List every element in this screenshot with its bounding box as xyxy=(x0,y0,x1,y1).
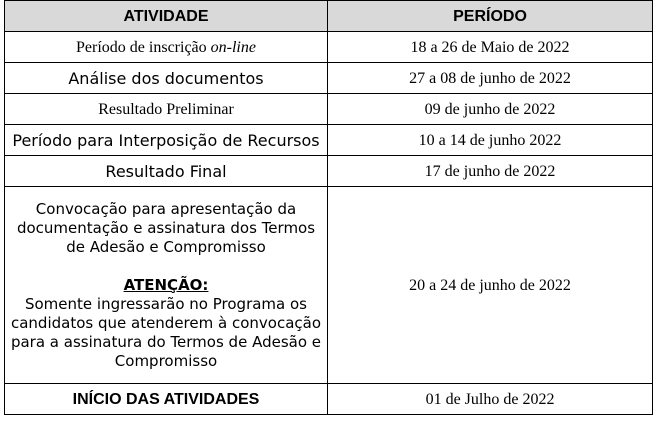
period-cell: 27 a 08 de junho de 2022 xyxy=(328,63,653,94)
table-row xyxy=(5,125,653,156)
period-cell: 09 de junho de 2022 xyxy=(328,94,653,125)
activity-cell xyxy=(5,187,328,384)
activity-cell: Resultado Preliminar xyxy=(5,94,328,125)
period-cell: 17 de junho de 2022 xyxy=(328,156,653,187)
period-cell: 01 de Julho de 2022 xyxy=(328,384,653,415)
activity-italic-text: on-line xyxy=(210,38,256,56)
table-row xyxy=(5,187,653,384)
period-cell: 20 a 24 de junho de 2022 xyxy=(328,187,653,384)
schedule-table xyxy=(4,0,653,415)
period-cell: 18 a 26 de Maio de 2022 xyxy=(328,32,653,63)
spacer xyxy=(7,257,325,276)
attention-text: Somente ingressarão no Programa os candidatos que atenderem à convocação para a assinatura do Termos de Adesão e Compromisso xyxy=(10,294,322,370)
table-row xyxy=(5,32,653,63)
table-row xyxy=(5,156,653,187)
activity-text: Período de inscrição xyxy=(76,38,211,56)
table-row xyxy=(5,384,653,415)
activity-cell: Análise dos documentos xyxy=(5,63,328,94)
activity-cell xyxy=(5,32,328,63)
header-activity: ATIVIDADE xyxy=(5,1,328,32)
activity-cell: Resultado Final xyxy=(5,156,328,187)
table-header-row xyxy=(5,1,653,32)
period-cell: 10 a 14 de junho 2022 xyxy=(328,125,653,156)
attention-label: ATENÇÃO: xyxy=(123,275,209,294)
table-row xyxy=(5,63,653,94)
convocation-block xyxy=(7,200,325,371)
convocation-text: Convocação para apresentação da documentação e assinatura dos Termos de Adesão e Compromisso xyxy=(16,199,316,256)
activity-cell: INÍCIO DAS ATIVIDADES xyxy=(5,384,328,415)
table-row xyxy=(5,94,653,125)
header-period: PERÍODO xyxy=(328,1,653,32)
activity-cell: Período para Interposição de Recursos xyxy=(5,125,328,156)
